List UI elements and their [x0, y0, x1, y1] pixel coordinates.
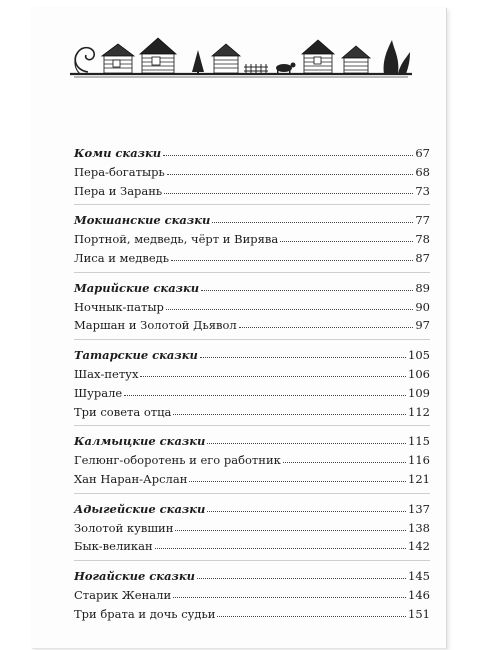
entry-title: Пера и Зарань	[74, 183, 163, 198]
dot-leader	[283, 461, 406, 463]
entry-title: Три совета отца	[74, 404, 172, 419]
page-number: 68	[415, 164, 430, 179]
page-number: 97	[415, 318, 430, 333]
page-number: 145	[408, 569, 430, 584]
section-separator	[74, 204, 430, 205]
entry-title: Золотой кувшин	[74, 520, 174, 535]
entry-title: Пера-богатырь	[74, 164, 165, 179]
dot-leader	[207, 442, 406, 444]
dot-leader	[212, 221, 413, 223]
toc-entry	[74, 163, 430, 179]
section-separator	[74, 339, 430, 340]
page-number: 77	[415, 213, 430, 228]
toc-section-entry	[74, 279, 430, 295]
page-number: 151	[408, 606, 430, 621]
village-illustration	[66, 30, 416, 80]
dot-leader	[124, 394, 406, 396]
dot-leader	[217, 615, 406, 617]
toc-section-entry	[74, 144, 430, 160]
toc-entry	[74, 586, 430, 602]
section-title: Татарские сказки	[74, 348, 198, 363]
toc-entry	[74, 403, 430, 419]
entry-title: Шах-петух	[74, 367, 139, 381]
dot-leader	[140, 375, 406, 377]
toc-entry	[74, 537, 430, 553]
page-number: 106	[408, 367, 430, 381]
section-title: Коми сказки	[74, 146, 162, 160]
entry-title: Старик Женали	[74, 588, 172, 602]
page-number: 67	[415, 146, 430, 160]
page-number: 90	[415, 299, 430, 314]
toc-entry	[74, 182, 430, 198]
toc-entry	[74, 316, 430, 332]
dot-leader	[280, 240, 413, 242]
dot-leader	[207, 510, 406, 512]
toc-entry	[74, 249, 430, 265]
dot-leader	[155, 547, 406, 549]
dot-leader	[173, 596, 406, 598]
section-title: Ногайские сказки	[74, 569, 196, 584]
page-number: 109	[408, 385, 430, 400]
page-number: 142	[408, 539, 430, 554]
page-number: 138	[408, 520, 430, 535]
section-separator	[74, 560, 430, 561]
dot-leader	[200, 356, 406, 358]
entry-title: Лиса и медведь	[74, 251, 169, 265]
dot-leader	[175, 529, 406, 531]
page-number: 112	[408, 404, 430, 419]
dot-leader	[166, 308, 414, 310]
entry-title: Маршан и Золотой Дьявол	[74, 318, 237, 333]
dot-leader	[201, 289, 413, 291]
toc-entry	[74, 470, 430, 486]
toc-section-entry	[74, 432, 430, 448]
toc-section-entry	[74, 567, 430, 583]
toc-entry	[74, 605, 430, 621]
section-separator	[74, 493, 430, 494]
page-number: 73	[415, 183, 430, 198]
section-separator	[74, 425, 430, 426]
dot-leader	[164, 192, 413, 194]
toc-entry	[74, 365, 430, 381]
section-separator	[74, 272, 430, 273]
toc-entry	[74, 298, 430, 314]
dot-leader	[167, 173, 414, 175]
toc-section-entry	[74, 346, 430, 362]
page-number: 105	[408, 348, 430, 363]
toc-entry	[74, 451, 430, 467]
entry-title: Шурале	[74, 385, 123, 400]
page-number: 137	[408, 501, 430, 516]
entry-title: Бык-великан	[74, 539, 153, 554]
toc-section-entry	[74, 500, 430, 516]
entry-title: Гелюнг-оборотень и его работник	[74, 453, 281, 468]
section-title: Калмыцкие сказки	[74, 434, 206, 449]
toc-entry	[74, 519, 430, 535]
toc-entry	[74, 384, 430, 400]
dot-leader	[239, 326, 414, 328]
dot-leader	[173, 413, 406, 415]
page-number: 87	[415, 251, 430, 265]
page-number: 78	[415, 232, 430, 247]
entry-title: Три брата и дочь судьи	[74, 606, 216, 621]
section-title: Мокшанские сказки	[74, 213, 211, 228]
dot-leader	[171, 259, 413, 261]
dot-leader	[163, 154, 413, 156]
entry-title: Портной, медведь, чёрт и Вирява	[74, 232, 279, 247]
entry-title: Ночнык-патыр	[74, 299, 164, 314]
section-title: Адыгейские сказки	[74, 501, 206, 516]
toc-section-entry	[74, 211, 430, 227]
page-number: 121	[408, 472, 430, 486]
page-number: 146	[408, 588, 430, 602]
page-number: 89	[415, 280, 430, 295]
dot-leader	[197, 577, 406, 579]
dot-leader	[189, 480, 406, 482]
entry-title: Хан Наран-Арслан	[74, 472, 188, 486]
section-title: Марийские сказки	[74, 280, 200, 295]
toc-entry	[74, 230, 430, 246]
page-number: 115	[408, 434, 430, 449]
page-number: 116	[408, 453, 430, 468]
